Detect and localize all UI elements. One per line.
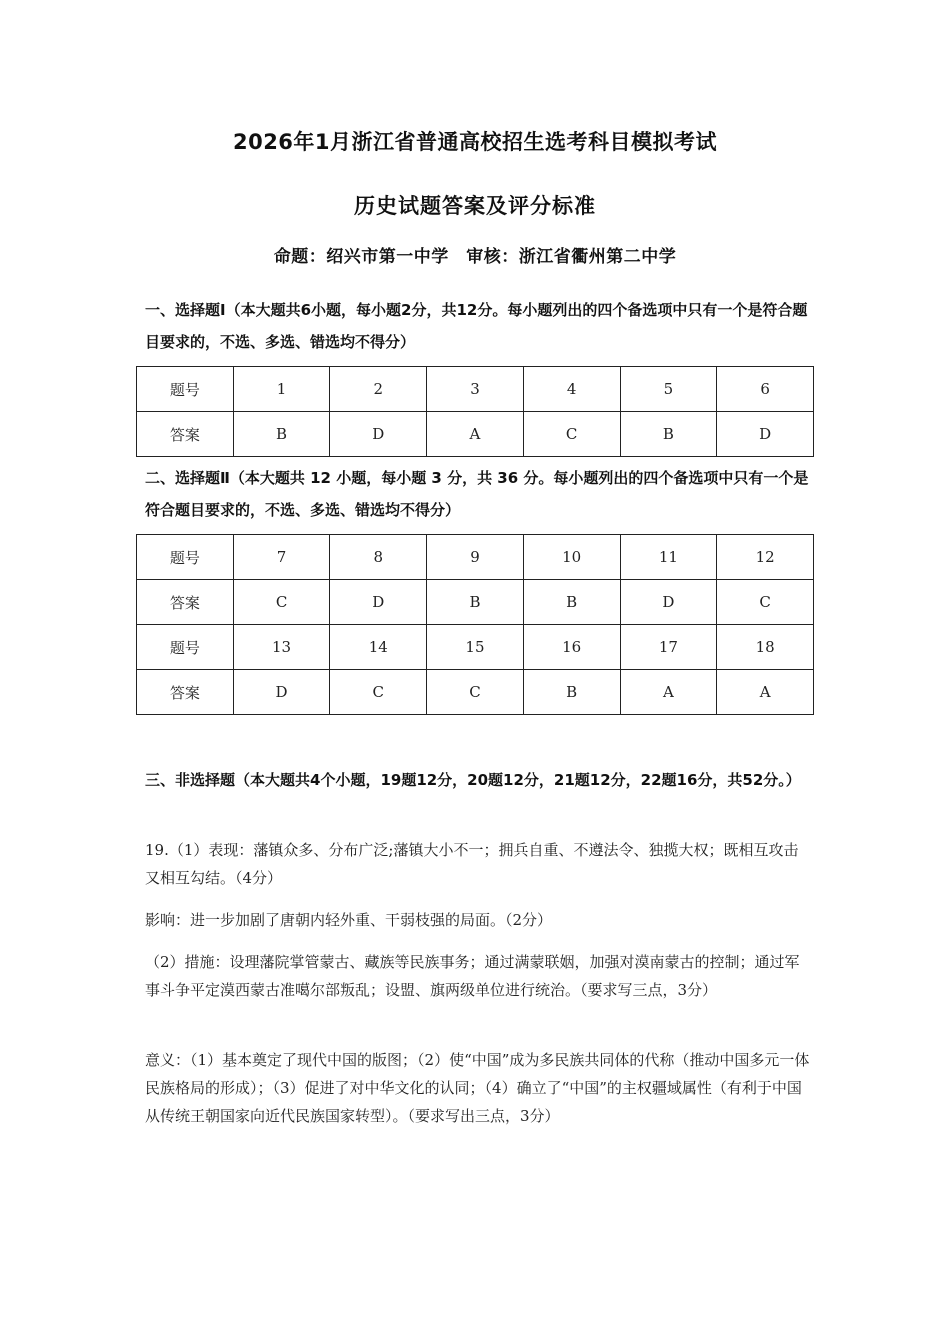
answer-cell: A <box>427 412 524 457</box>
question-number: 5 <box>620 367 717 412</box>
answer-cell: B <box>523 580 620 625</box>
q19-impact-answer: 影响：进一步加剧了唐朝内轻外重、干弱枝强的局面。（2分） <box>145 911 553 929</box>
question-number: 6 <box>717 367 814 412</box>
question-number: 11 <box>620 535 717 580</box>
answer-cell: A <box>620 670 717 715</box>
table-row <box>137 670 814 715</box>
answer-cell: B <box>233 412 330 457</box>
answer-cell: A <box>717 670 814 715</box>
row-label: 题号 <box>137 535 234 580</box>
q19-part2-answer: （2）措施：设理藩院掌管蒙古、藏族等民族事务；通过满蒙联姻，加强对漠南蒙古的控制；通过军事斗争平定漠西蒙古准噶尔部叛乱；设盟、旗两级单位进行统治。（要求写三点，3分） <box>145 953 800 999</box>
question-number: 13 <box>233 625 330 670</box>
question-number: 2 <box>330 367 427 412</box>
answer-cell: D <box>620 580 717 625</box>
answer-cell: D <box>330 412 427 457</box>
answer-cell: C <box>330 670 427 715</box>
question-number: 16 <box>523 625 620 670</box>
exam-authors: 命题：绍兴市第一中学 审核：浙江省衢州第二中学 <box>273 247 677 267</box>
answer-cell: C <box>427 670 524 715</box>
question-number: 12 <box>717 535 814 580</box>
question-number: 8 <box>330 535 427 580</box>
answer-cell: B <box>427 580 524 625</box>
question-number: 10 <box>523 535 620 580</box>
question-number: 1 <box>233 367 330 412</box>
section2-answer-table <box>136 534 814 715</box>
exam-title: 2026年1月浙江省普通高校招生选考科目模拟考试 <box>232 130 718 154</box>
q19-meaning-answer: 意义：（1）基本奠定了现代中国的版图；（2）使“中国”成为多民族共同体的代称（推动中国多元一体民族格局的形成）；（3）促进了对中华文化的认同；（4）确立了“中国”的主权疆域属性（有利于中国从传统王朝国家向近代民族国家转型）。（要求写出三点，3分） <box>145 1051 810 1125</box>
answer-cell: D <box>717 412 814 457</box>
table-row <box>137 367 814 412</box>
answer-cell: D <box>330 580 427 625</box>
section2-heading: 二、选择题Ⅱ（本大题共 12 小题，每小题 3 分，共 36 分。每小题列出的四个备选项中只有一个是符合题目要求的，不选、多选、错选均不得分） <box>145 469 809 519</box>
row-label: 题号 <box>137 367 234 412</box>
row-label: 答案 <box>137 412 234 457</box>
answer-cell: C <box>523 412 620 457</box>
row-label: 题号 <box>137 625 234 670</box>
question-number: 14 <box>330 625 427 670</box>
table-row <box>137 412 814 457</box>
answer-cell: D <box>233 670 330 715</box>
row-label: 答案 <box>137 670 234 715</box>
section1-heading: 一、选择题Ⅰ（本大题共6小题，每小题2分，共12分。每小题列出的四个备选项中只有一个是符合题目要求的，不选、多选、错选均不得分） <box>145 301 808 351</box>
q19-part1-answer: 19.（1）表现：藩镇众多、分布广泛;藩镇大小不一；拥兵自重、不遵法令、独揽大权；既相互攻击又相互勾结。（4分） <box>145 841 799 887</box>
section1-answer-table <box>136 366 814 457</box>
exam-subtitle: 历史试题答案及评分标准 <box>354 194 596 218</box>
answer-cell: B <box>620 412 717 457</box>
table-row <box>137 625 814 670</box>
question-number: 18 <box>717 625 814 670</box>
row-label: 答案 <box>137 580 234 625</box>
table-row <box>137 580 814 625</box>
section3-heading: 三、非选择题（本大题共4个小题，19题12分，20题12分，21题12分，22题16分，共52分。） <box>145 771 801 789</box>
answer-cell: B <box>523 670 620 715</box>
table-row <box>137 535 814 580</box>
answer-cell: C <box>717 580 814 625</box>
answer-cell: C <box>233 580 330 625</box>
question-number: 4 <box>523 367 620 412</box>
question-number: 15 <box>427 625 524 670</box>
question-number: 7 <box>233 535 330 580</box>
question-number: 9 <box>427 535 524 580</box>
question-number: 3 <box>427 367 524 412</box>
question-number: 17 <box>620 625 717 670</box>
